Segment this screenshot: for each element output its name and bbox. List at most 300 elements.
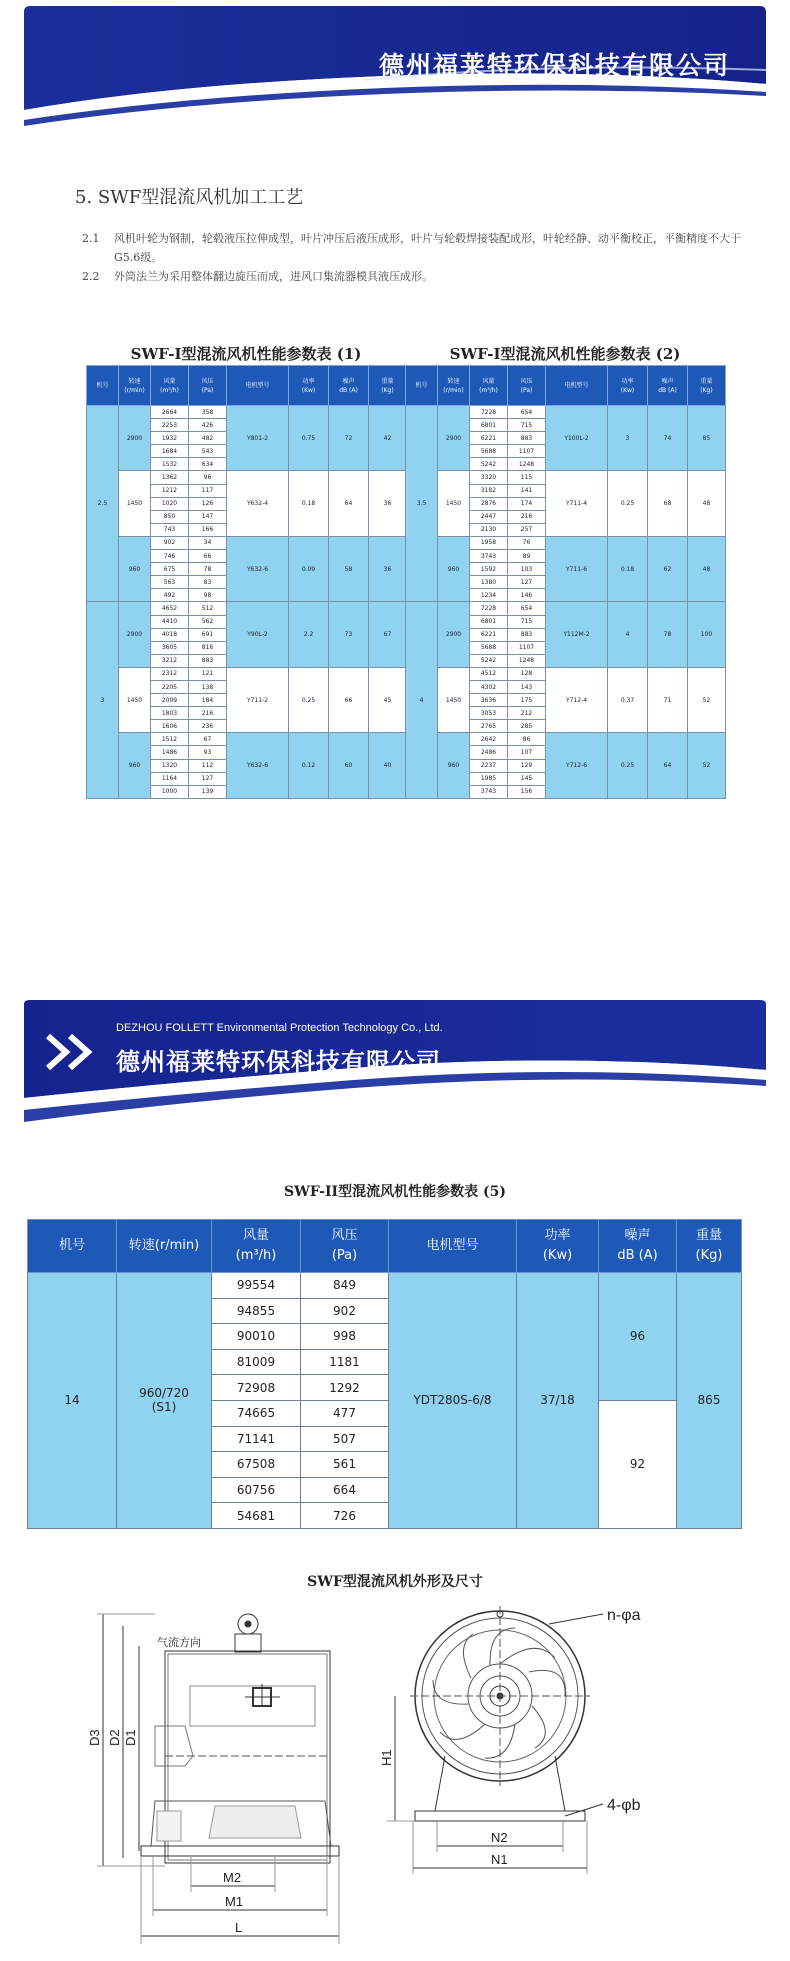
table-header-row [406, 366, 726, 406]
power-cell: 37/18 [517, 1273, 599, 1529]
dim-d1-label: D1 [123, 1729, 138, 1746]
flow-cell: 4652 [151, 602, 189, 615]
pressure-cell: 175 [508, 694, 546, 707]
drawing-title: SWF型混流风机外形及尺寸 [307, 1574, 483, 1590]
pressure-cell: 112 [189, 759, 227, 772]
header-label: 重量 [695, 1228, 722, 1243]
header-unit: (Pa) [331, 1248, 358, 1263]
pressure-cell: 634 [189, 458, 227, 471]
flow-cell: 1985 [470, 772, 508, 785]
header-label: 噪声 [624, 1228, 651, 1243]
flow-cell: 902 [151, 536, 189, 549]
company-name: 德州福莱特环保科技有限公司 [378, 51, 730, 80]
pressure-cell: 482 [189, 432, 227, 445]
flow-cell: 1932 [151, 432, 189, 445]
flow-cell: 1684 [151, 445, 189, 458]
pressure-cell: 285 [508, 720, 546, 733]
pressure-cell: 715 [508, 615, 546, 628]
dim-l-label: L [235, 1920, 243, 1935]
table-header-row [28, 1220, 742, 1273]
noise-cell: 60 [329, 733, 369, 798]
dim-h1-label: H1 [379, 1749, 394, 1766]
pressure-cell: 1292 [301, 1375, 389, 1401]
flow-cell: 1532 [151, 458, 189, 471]
flow-cell: 81009 [212, 1349, 301, 1375]
company-name-chinese: 德州福莱特环保科技有限公司 [116, 1048, 441, 1076]
flow-cell: 5688 [470, 445, 508, 458]
pressure-cell: 126 [189, 497, 227, 510]
col-header-pressure [301, 1220, 389, 1273]
flow-cell: 2876 [470, 497, 508, 510]
table-5-title: SWF-II型混流风机性能参数表 (5) [284, 1184, 506, 1200]
pressure-cell: 1107 [508, 641, 546, 654]
pressure-cell: 883 [508, 432, 546, 445]
flow-cell: 1362 [151, 471, 189, 484]
pressure-cell: 96 [189, 471, 227, 484]
weight-cell: 67 [369, 602, 407, 667]
flow-cell: 60756 [212, 1477, 301, 1503]
column-header: 功率 (Kw) [289, 366, 329, 406]
weight-cell: 45 [369, 667, 407, 732]
column-header: 机号 [87, 366, 119, 406]
weight-cell: 48 [688, 471, 726, 536]
weight-cell: 48 [688, 536, 726, 601]
table-row [87, 733, 407, 746]
column-header: 重量 (Kg) [369, 366, 407, 406]
weight-cell: 36 [369, 471, 407, 536]
flow-cell: 1164 [151, 772, 189, 785]
speed-cell: 2900 [438, 602, 470, 667]
flow-cell: 3320 [470, 471, 508, 484]
motor-cell: Y100L-2 [546, 406, 608, 471]
pressure-cell: 156 [508, 785, 546, 798]
dim-m1-label: M1 [225, 1894, 244, 1909]
table-row [406, 667, 726, 680]
pressure-cell: 129 [508, 759, 546, 772]
process-steps [82, 229, 742, 286]
pressure-cell: 849 [301, 1273, 389, 1299]
table-row [406, 602, 726, 615]
motor-cell: Y632-4 [227, 471, 289, 536]
pressure-cell: 76 [508, 536, 546, 549]
flow-cell: 743 [151, 523, 189, 536]
noise-cell: 78 [648, 602, 688, 667]
motor-cell: Y711-2 [227, 667, 289, 732]
flow-cell: 4512 [470, 667, 508, 680]
flow-cell: 2664 [151, 406, 189, 419]
flow-cell: 2312 [151, 667, 189, 680]
pressure-cell: 216 [508, 510, 546, 523]
pressure-cell: 146 [508, 589, 546, 602]
flow-cell: 54681 [212, 1503, 301, 1529]
pressure-cell: 257 [508, 523, 546, 536]
pressure-cell: 654 [508, 406, 546, 419]
flow-cell: 1320 [151, 759, 189, 772]
col-header-motor [389, 1220, 517, 1273]
power-cell: 0.75 [289, 406, 329, 471]
step-text: 外筒法兰为采用整体翻边旋压而成，进风口集流器模具液压成形。 [114, 270, 433, 283]
speed-cell: 1450 [119, 471, 151, 536]
pressure-cell: 107 [508, 746, 546, 759]
motor-cell: Y712-4 [546, 667, 608, 732]
flow-cell: 1234 [470, 589, 508, 602]
pressure-cell: 86 [508, 733, 546, 746]
pressure-cell: 103 [508, 563, 546, 576]
pressure-cell: 512 [189, 602, 227, 615]
col-header-speed [117, 1220, 212, 1273]
pressure-cell: 358 [189, 406, 227, 419]
flow-cell: 850 [151, 510, 189, 523]
fan-dimension-drawing [87, 1606, 695, 1951]
power-cell: 0.25 [608, 471, 648, 536]
pressure-cell: 426 [189, 419, 227, 432]
flow-cell: 7228 [470, 602, 508, 615]
column-header: 转速 (r/min) [119, 366, 151, 406]
pressure-cell: 816 [189, 641, 227, 654]
column-header: 重量 (Kg) [688, 366, 726, 406]
table-header-row [87, 366, 407, 406]
speed-cell [117, 1273, 212, 1529]
header-unit: (m³/h) [235, 1248, 277, 1263]
noise-cell: 74 [648, 406, 688, 471]
speed-cell: 960 [119, 733, 151, 798]
table-row [406, 406, 726, 419]
pressure-cell: 507 [301, 1426, 389, 1452]
flow-cell: 563 [151, 576, 189, 589]
header-label: 电机型号 [426, 1238, 479, 1253]
flow-cell: 4410 [151, 615, 189, 628]
flow-cell: 1606 [151, 720, 189, 733]
column-header: 机号 [406, 366, 438, 406]
company-banner [24, 1000, 766, 1125]
noise-cell: 96 [599, 1273, 677, 1401]
motor-cell: Y801-2 [227, 406, 289, 471]
flow-cell: 67508 [212, 1452, 301, 1478]
side-view [97, 1614, 339, 1944]
column-header: 风量 (m³/h) [151, 366, 189, 406]
airflow-direction-label: 气流方向 [157, 1636, 201, 1649]
pressure-cell: 166 [189, 523, 227, 536]
flow-cell: 1803 [151, 707, 189, 720]
header-label: 风量 [242, 1228, 269, 1243]
flow-cell: 1958 [470, 536, 508, 549]
flow-cell: 94855 [212, 1298, 301, 1324]
flow-cell: 3636 [470, 694, 508, 707]
flow-cell: 6801 [470, 419, 508, 432]
power-cell: 0.37 [608, 667, 648, 732]
flow-cell: 1000 [151, 785, 189, 798]
pressure-cell: 902 [301, 1298, 389, 1324]
pressure-cell: 1248 [508, 458, 546, 471]
header-label: 转速(r/min) [128, 1238, 200, 1253]
pressure-cell: 93 [189, 746, 227, 759]
motor-cell: Y90L-2 [227, 602, 289, 667]
column-header: 功率 (Kw) [608, 366, 648, 406]
flow-cell: 99554 [212, 1273, 301, 1299]
motor-cell: Y711-6 [546, 536, 608, 601]
power-cell: 0.18 [608, 536, 648, 601]
flow-cell: 1020 [151, 497, 189, 510]
pressure-cell: 1248 [508, 654, 546, 667]
noise-cell: 71 [648, 667, 688, 732]
flow-cell: 3743 [470, 550, 508, 563]
col-header-no [28, 1220, 117, 1273]
dim-n2-label: N2 [491, 1830, 508, 1845]
flow-cell: 72908 [212, 1375, 301, 1401]
flow-cell: 3605 [151, 641, 189, 654]
table-row [87, 667, 407, 680]
speed-cell: 2900 [119, 406, 151, 471]
flow-cell: 1512 [151, 733, 189, 746]
pressure-cell: 726 [301, 1503, 389, 1529]
pressure-cell: 691 [189, 628, 227, 641]
pressure-cell: 715 [508, 419, 546, 432]
speed-cell: 1450 [438, 471, 470, 536]
column-header: 风压 (Pa) [508, 366, 546, 406]
flow-cell: 4302 [470, 680, 508, 693]
pressure-cell: 145 [508, 772, 546, 785]
flow-cell: 2130 [470, 523, 508, 536]
step-item [82, 267, 742, 286]
speed-value: 960/720 [139, 1386, 189, 1401]
noise-cell: 64 [329, 471, 369, 536]
pressure-cell: 115 [508, 471, 546, 484]
pressure-cell: 78 [189, 563, 227, 576]
pressure-cell: 216 [189, 707, 227, 720]
speed-cell: 960 [438, 733, 470, 798]
noise-cell: 64 [648, 733, 688, 798]
noise-cell: 72 [329, 406, 369, 471]
pressure-cell: 117 [189, 484, 227, 497]
weight-cell: 52 [688, 733, 726, 798]
col-header-flow [212, 1220, 301, 1273]
machine-no-cell: 3 [87, 602, 119, 798]
speed-cell: 960 [119, 536, 151, 601]
flow-cell: 74665 [212, 1400, 301, 1426]
pressure-cell: 143 [508, 680, 546, 693]
machine-no-cell: 14 [28, 1273, 117, 1529]
power-cell: 0.18 [289, 471, 329, 536]
header-unit: (Kg) [695, 1248, 723, 1263]
pressure-cell: 664 [301, 1477, 389, 1503]
flow-cell: 1380 [470, 576, 508, 589]
flow-cell: 2642 [470, 733, 508, 746]
table-row [406, 733, 726, 746]
flow-cell: 5688 [470, 641, 508, 654]
column-header: 风量 (m³/h) [470, 366, 508, 406]
noise-cell: 62 [648, 536, 688, 601]
dim-n1-label: N1 [491, 1852, 508, 1867]
flow-cell: 1212 [151, 484, 189, 497]
flow-cell: 2205 [151, 680, 189, 693]
power-cell: 2.2 [289, 602, 329, 667]
pressure-cell: 98 [189, 589, 227, 602]
performance-table-2 [405, 365, 726, 799]
weight-cell: 85 [688, 406, 726, 471]
flow-cell: 2486 [470, 746, 508, 759]
motor-cell: YDT280S-6/8 [389, 1273, 517, 1529]
speed-note: (S1) [151, 1400, 177, 1415]
flow-cell: 3053 [470, 707, 508, 720]
pressure-cell: 883 [189, 654, 227, 667]
speed-cell: 2900 [119, 602, 151, 667]
noise-cell: 68 [648, 471, 688, 536]
flow-cell: 6221 [470, 628, 508, 641]
header-label: 机号 [58, 1238, 85, 1253]
pressure-cell: 654 [508, 602, 546, 615]
pressure-cell: 543 [189, 445, 227, 458]
flow-cell: 2447 [470, 510, 508, 523]
flow-cell: 5242 [470, 654, 508, 667]
col-header-weight [677, 1220, 742, 1273]
column-header: 噪声 dB (A) [648, 366, 688, 406]
flow-cell: 4018 [151, 628, 189, 641]
flow-cell: 5242 [470, 458, 508, 471]
flow-cell: 1486 [151, 746, 189, 759]
pressure-cell: 562 [189, 615, 227, 628]
flow-cell: 71141 [212, 1426, 301, 1452]
table-row [406, 536, 726, 549]
flow-cell: 3743 [470, 785, 508, 798]
dim-d2-label: D2 [107, 1729, 122, 1746]
holes-a-label: n-φa [607, 1607, 641, 1624]
section-title: 5. SWF型混流风机加工工艺 [75, 187, 304, 208]
header-banner [24, 6, 766, 126]
pressure-cell: 184 [189, 694, 227, 707]
flow-cell: 7228 [470, 406, 508, 419]
holes-b-label: 4-φb [607, 1797, 641, 1814]
noise-cell: 73 [329, 602, 369, 667]
weight-cell: 42 [369, 406, 407, 471]
pressure-cell: 561 [301, 1452, 389, 1478]
table-row [87, 536, 407, 549]
col-header-power [517, 1220, 599, 1273]
pressure-cell: 147 [189, 510, 227, 523]
weight-cell: 52 [688, 667, 726, 732]
dim-d3-label: D3 [87, 1729, 102, 1746]
power-cell: 0.25 [289, 667, 329, 732]
pressure-cell: 139 [189, 785, 227, 798]
noise-cell: 58 [329, 536, 369, 601]
motor-cell: Y712-6 [546, 733, 608, 798]
speed-cell: 1450 [119, 667, 151, 732]
step-number: 2.2 [82, 270, 100, 283]
performance-table-1 [86, 365, 407, 799]
machine-no-cell: 3.5 [406, 406, 438, 602]
table-row [87, 471, 407, 484]
pressure-cell: 1107 [508, 445, 546, 458]
header-unit: dB (A) [617, 1248, 658, 1263]
pressure-cell: 141 [508, 484, 546, 497]
flow-cell: 675 [151, 563, 189, 576]
column-header: 噪声 dB (A) [329, 366, 369, 406]
flow-cell: 6221 [470, 432, 508, 445]
company-name-english: DEZHOU FOLLETT Environmental Protection Technology Co., Ltd. [116, 1022, 443, 1034]
pressure-cell: 1181 [301, 1349, 389, 1375]
column-header: 转速 (r/min) [438, 366, 470, 406]
power-cell: 0.09 [289, 536, 329, 601]
power-cell: 0.12 [289, 733, 329, 798]
speed-cell: 2900 [438, 406, 470, 471]
noise-cell: 92 [599, 1400, 677, 1528]
table-row [87, 602, 407, 615]
step-text: 风机叶轮为钢制，轮毂液压拉伸成型，叶片冲压后液压成形，叶片与轮毂焊接装配成形，叶轮经静、动平衡校正，平衡精度不大于G5.6级。 [114, 232, 741, 264]
flow-cell: 2009 [151, 694, 189, 707]
table-row [406, 471, 726, 484]
pressure-cell: 998 [301, 1324, 389, 1350]
table-2-title: SWF-I型混流风机性能参数表 (2) [449, 345, 681, 363]
pressure-cell: 127 [189, 772, 227, 785]
pressure-cell: 212 [508, 707, 546, 720]
step-number: 2.1 [82, 232, 100, 245]
noise-cell: 66 [329, 667, 369, 732]
pressure-cell: 127 [508, 576, 546, 589]
pressure-cell: 128 [508, 667, 546, 680]
column-header: 电机型号 [227, 366, 289, 406]
speed-cell: 960 [438, 536, 470, 601]
flow-cell: 2765 [470, 720, 508, 733]
column-header: 电机型号 [546, 366, 608, 406]
weight-cell: 36 [369, 536, 407, 601]
flow-cell: 492 [151, 589, 189, 602]
flow-cell: 3212 [151, 654, 189, 667]
column-header: 风压 (Pa) [189, 366, 227, 406]
performance-table-5 [27, 1219, 742, 1529]
motor-cell: Y632-6 [227, 536, 289, 601]
col-header-noise [599, 1220, 677, 1273]
flow-cell: 6801 [470, 615, 508, 628]
header-unit: (Kw) [542, 1248, 573, 1263]
double-chevron-icon [44, 1032, 104, 1072]
motor-cell: Y112M-2 [546, 602, 608, 667]
flow-cell: 2253 [151, 419, 189, 432]
pressure-cell: 138 [189, 680, 227, 693]
pressure-cell: 89 [508, 550, 546, 563]
pressure-cell: 66 [189, 550, 227, 563]
motor-cell: Y711-4 [546, 471, 608, 536]
flow-cell: 2237 [470, 759, 508, 772]
power-cell: 4 [608, 602, 648, 667]
weight-cell: 100 [688, 602, 726, 667]
power-cell: 0.25 [608, 733, 648, 798]
power-cell: 3 [608, 406, 648, 471]
flow-cell: 3182 [470, 484, 508, 497]
dim-m2-label: M2 [223, 1870, 242, 1885]
machine-no-cell: 4 [406, 602, 438, 798]
flow-cell: 90010 [212, 1324, 301, 1350]
header-label: 风压 [331, 1228, 358, 1243]
pressure-cell: 67 [189, 733, 227, 746]
pressure-cell: 883 [508, 628, 546, 641]
table-row [28, 1273, 742, 1299]
motor-cell: Y632-6 [227, 733, 289, 798]
flow-cell: 1592 [470, 563, 508, 576]
step-item [82, 229, 742, 267]
speed-cell: 1450 [438, 667, 470, 732]
pressure-cell: 477 [301, 1400, 389, 1426]
weight-cell: 865 [677, 1273, 742, 1529]
machine-no-cell: 2.5 [87, 406, 119, 602]
table-row [87, 406, 407, 419]
pressure-cell: 34 [189, 536, 227, 549]
pressure-cell: 83 [189, 576, 227, 589]
pressure-cell: 121 [189, 667, 227, 680]
table-1-title: SWF-I型混流风机性能参数表 (1) [130, 345, 362, 363]
pressure-cell: 236 [189, 720, 227, 733]
flow-cell: 746 [151, 550, 189, 563]
header-label: 功率 [544, 1228, 571, 1243]
weight-cell: 40 [369, 733, 407, 798]
